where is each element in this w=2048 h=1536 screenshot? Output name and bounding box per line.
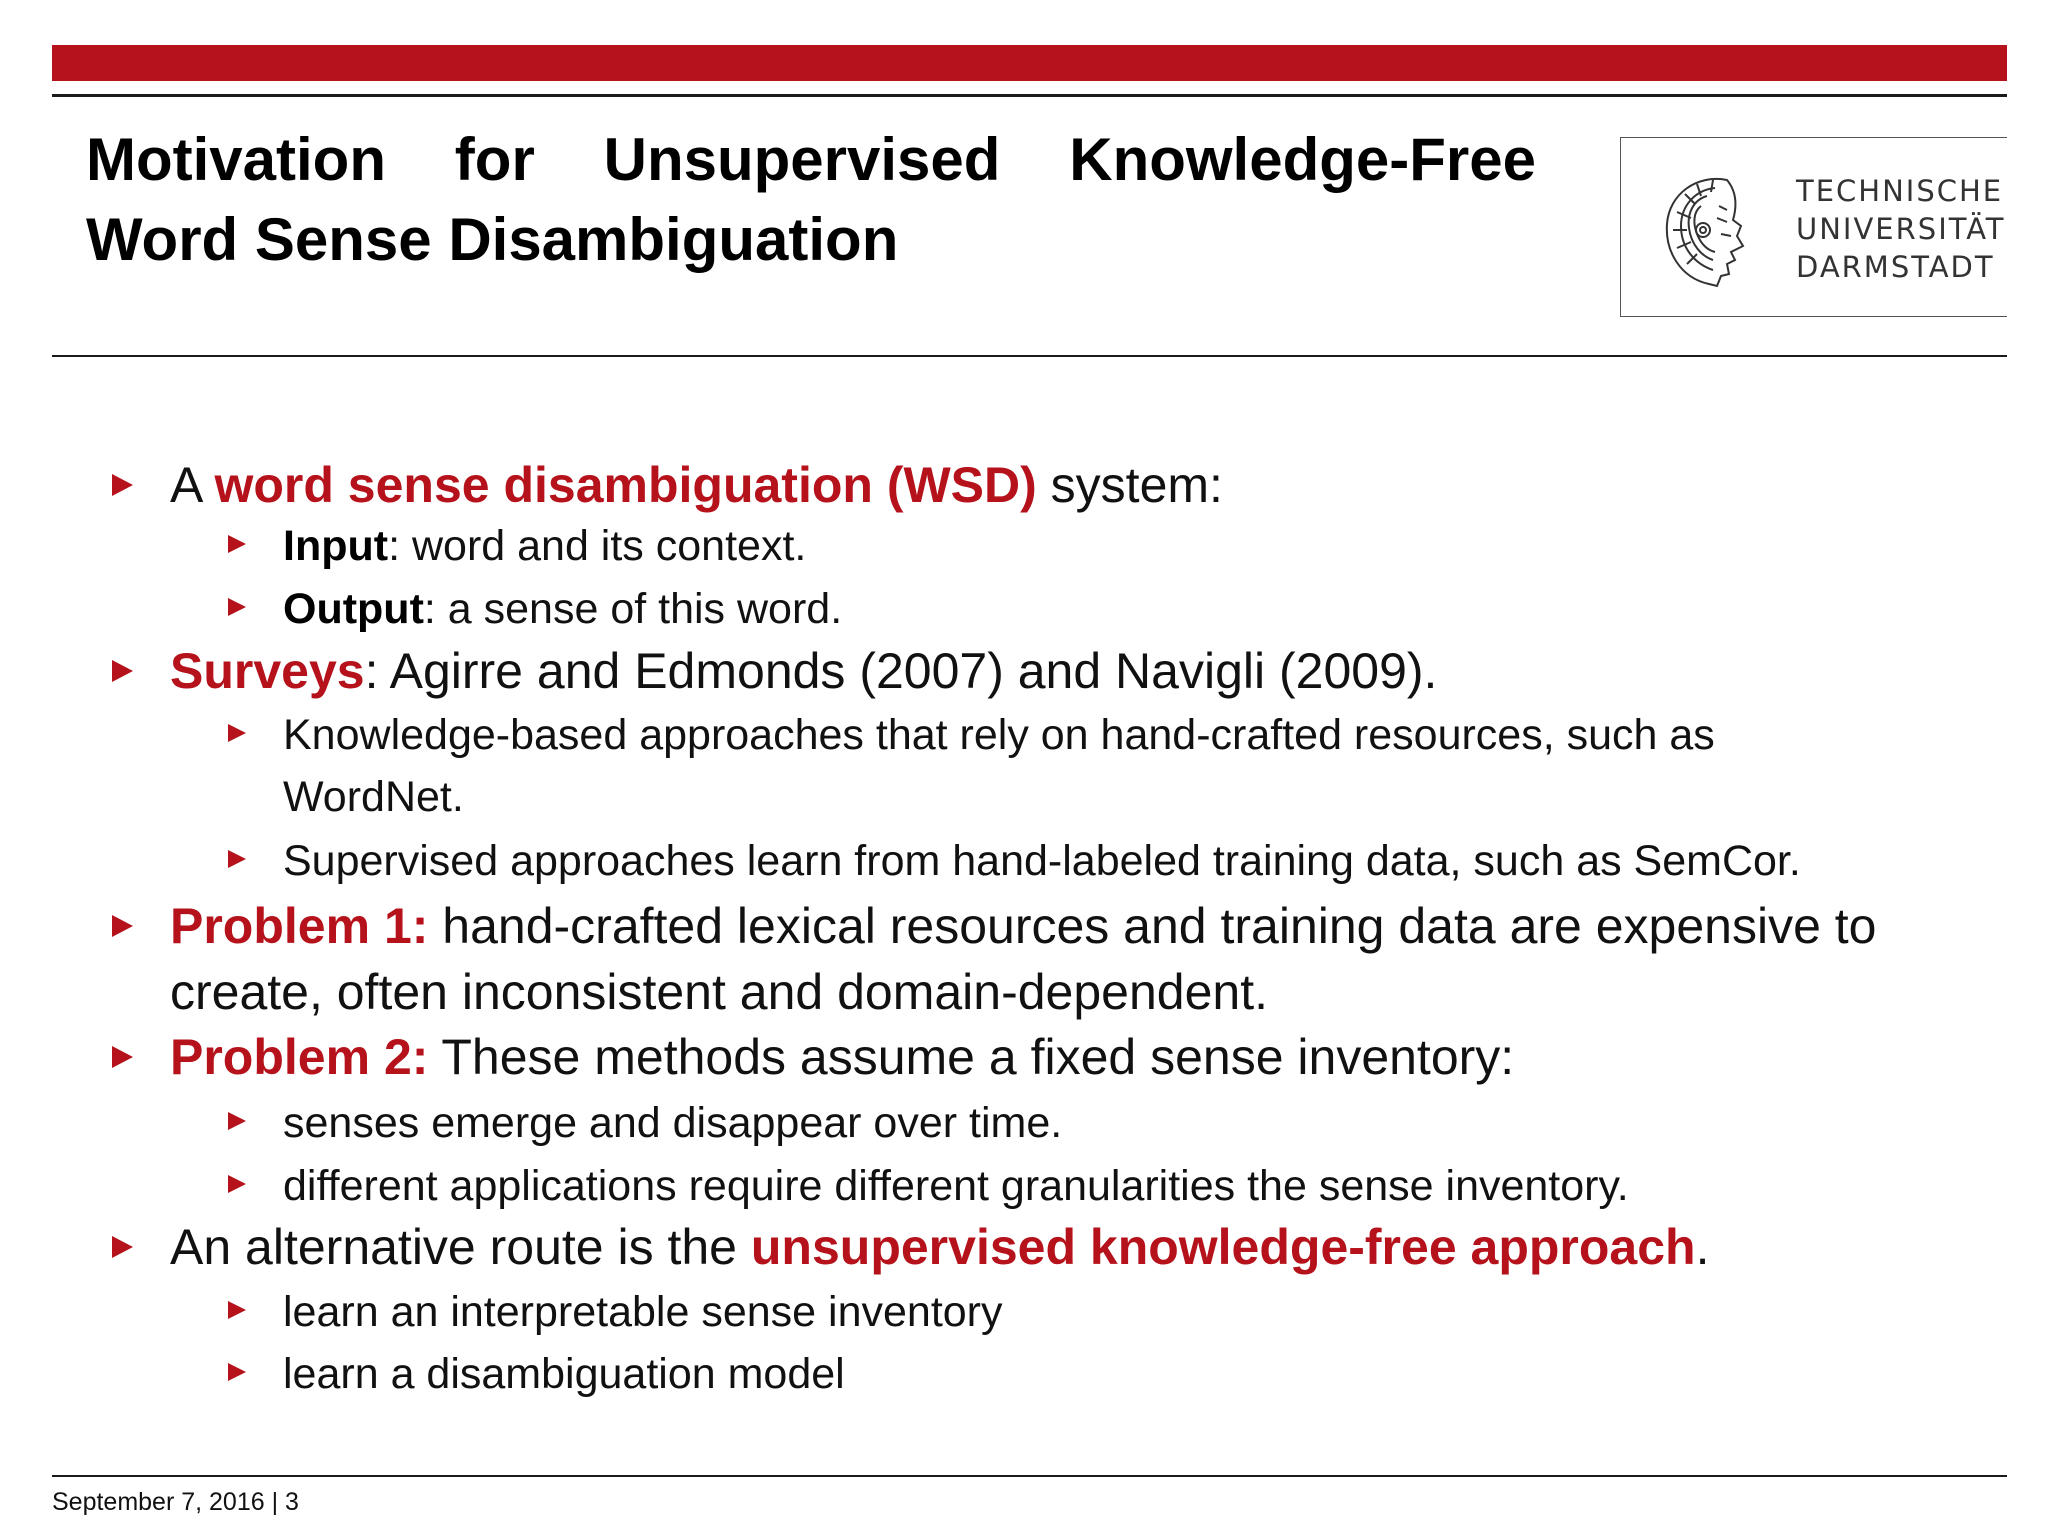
- bullet-triangle-icon: [228, 598, 246, 616]
- item-suffix: .: [1695, 1219, 1710, 1275]
- item-text: senses emerge and disappear over time.: [283, 1099, 1063, 1147]
- item-suffix: : word and its context.: [388, 522, 807, 570]
- bullet-triangle-icon: [228, 724, 246, 742]
- top-rule: [52, 94, 2007, 97]
- item-text: [170, 452, 2010, 518]
- bullet-triangle-icon: [112, 660, 133, 682]
- item-text: learn a disambiguation model: [283, 1350, 845, 1398]
- bullet-triangle-icon: [228, 1363, 246, 1381]
- item-text: [170, 638, 2010, 704]
- item-suffix: hand-crafted lexical resources and training data are expensive to create, often inconsistent and domain-dependent.: [170, 898, 1877, 1020]
- item-text: different applications require different granularities the sense inventory.: [283, 1162, 1629, 1210]
- item-prefix: A: [170, 457, 215, 513]
- bold-term: Input: [283, 522, 389, 570]
- top-accent-bar: [52, 45, 2007, 81]
- logo-line-1: TECHNISCHE: [1796, 174, 2004, 208]
- item-text: [283, 515, 2003, 577]
- item-text: [283, 578, 2003, 640]
- highlight-term: Problem 1:: [170, 898, 429, 954]
- bullet-triangle-icon: [228, 1301, 246, 1319]
- bullet-triangle-icon: [112, 474, 133, 496]
- tu-darmstadt-seal-icon: [1657, 160, 1757, 296]
- highlight-term: Problem 2:: [170, 1029, 429, 1085]
- item-suffix: These methods assume a fixed sense inventory:: [428, 1029, 1515, 1085]
- item-prefix: An alternative route is the: [170, 1219, 751, 1275]
- logo-line-2: UNIVERSITÄT: [1796, 212, 2006, 246]
- highlight-term: unsupervised knowledge-free approach: [750, 1219, 1696, 1275]
- bullet-triangle-icon: [228, 1112, 246, 1130]
- bullet-triangle-icon: [228, 1175, 246, 1193]
- bullet-triangle-icon: [228, 850, 246, 868]
- item-text: [170, 893, 2010, 1025]
- item-suffix: system:: [1036, 457, 1223, 513]
- bullet-triangle-icon: [112, 1046, 133, 1068]
- highlight-term: word sense disambiguation (WSD): [214, 457, 1037, 513]
- slide-title: Motivation for Unsupervised Knowledge-Free Word Sense Disambiguation: [86, 126, 1536, 273]
- item-text: [170, 1024, 2010, 1090]
- bullet-triangle-icon: [112, 915, 133, 937]
- footer-rule: [52, 1475, 2007, 1477]
- highlight-term: Surveys: [170, 643, 365, 699]
- item-text: Supervised approaches learn from hand-labeled training data, such as SemCor.: [283, 837, 1801, 885]
- bullet-triangle-icon: [112, 1236, 133, 1258]
- header-rule: [52, 355, 2007, 357]
- university-logo: [1620, 137, 2007, 317]
- item-suffix: : Agirre and Edmonds (2007) and Navigli (2009).: [364, 643, 1438, 699]
- item-text: Knowledge-based approaches that rely on hand-crafted resources, such as WordNet.: [283, 711, 1715, 821]
- bold-term: Output: [283, 585, 424, 633]
- university-name: [1796, 172, 2006, 286]
- item-suffix: : a sense of this word.: [423, 585, 843, 633]
- logo-line-3: DARMSTADT: [1796, 250, 1995, 284]
- bullet-triangle-icon: [228, 535, 246, 553]
- item-text: [170, 1214, 2010, 1280]
- footer-date-page: September 7, 2016 | 3: [52, 1488, 299, 1516]
- item-text: learn an interpretable sense inventory: [283, 1288, 1003, 1336]
